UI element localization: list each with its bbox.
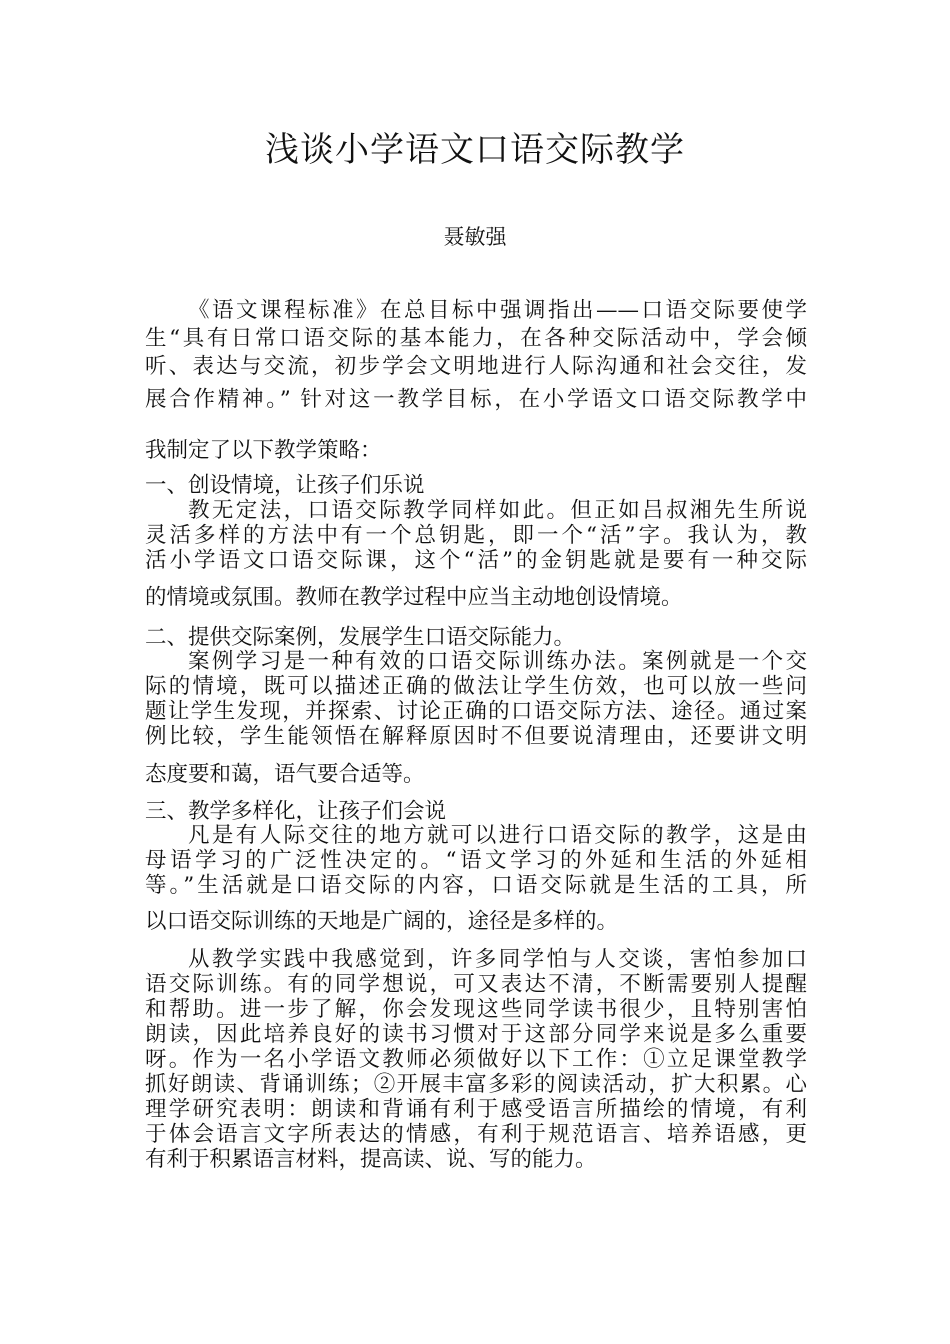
text-line: 际的情境，既可以描述正确的做法让学生仿效，也可以放一些问 [145, 674, 807, 699]
text-line: 生“具有日常口语交际的基本能力，在各种交际活动中，学会倾 [145, 326, 807, 351]
page-title: 浅谈小学语文口语交际教学 [265, 130, 685, 170]
author-name: 聂敏强 [443, 225, 507, 249]
text-line: 有利于积累语言材料，提高读、说、写的能力。 [145, 1147, 597, 1172]
text-line: 活小学语文口语交际课，这个“活”的金钥匙就是要有一种交际 [145, 548, 807, 573]
text-line: 的情境或氛围。教师在教学过程中应当主动地创设情境。 [145, 585, 683, 610]
section-heading: 二、提供交际案例，发展学生口语交际能力。 [145, 625, 576, 650]
text-line: 凡是有人际交往的地方就可以进行口语交际的教学，这是由 [188, 823, 807, 848]
text-line: 态度要和蔼，语气要合适等。 [145, 762, 425, 787]
text-line: 题让学生发现，并探索、讨论正确的口语交际方法、途径。通过案 [145, 699, 807, 724]
text-line: 呀。作为一名小学语文教师必须做好以下工作：①立足课堂教学 [145, 1047, 807, 1072]
text-line: 抓好朗读、背诵训练；②开展丰富多彩的阅读活动，扩大积累。心 [145, 1072, 807, 1097]
section-heading: 三、教学多样化，让孩子们会说 [145, 799, 447, 824]
text-line: 理学研究表明：朗读和背诵有利于感受语言所描绘的情境，有利 [145, 1097, 807, 1122]
text-line: 灵活多样的方法中有一个总钥匙，即一个“活”字。我认为，教 [145, 523, 807, 548]
text-line: 案例学习是一种有效的口语交际训练办法。案例就是一个交 [188, 649, 807, 674]
text-line: 朗读，因此培养良好的读书习惯对于这部分同学来说是多么重要 [145, 1022, 807, 1047]
text-line: 听、表达与交流，初步学会文明地进行人际沟通和社会交往，发 [145, 354, 807, 379]
text-line: 母语学习的广泛性决定的。“语文学习的外延和生活的外延相 [145, 848, 807, 873]
text-line: 以口语交际训练的天地是广阔的，途径是多样的。 [145, 909, 619, 934]
text-line: 和帮助。进一步了解，你会发现这些同学读书很少，且特别害怕 [145, 997, 807, 1022]
section-heading: 一、创设情境，让孩子们乐说 [145, 473, 425, 498]
text-line: 例比较，学生能领悟在解释原因时不但要说清理由，还要讲文明 [145, 724, 807, 749]
text-line: 《语文课程标准》在总目标中强调指出——口语交际要使学 [188, 298, 807, 323]
text-line: 教无定法，口语交际教学同样如此。但正如吕叔湘先生所说 [188, 498, 807, 523]
text-line: 我制定了以下教学策略： [145, 438, 382, 463]
text-line: 等。”生活就是口语交际的内容，口语交际就是生活的工具，所 [145, 873, 807, 898]
text-line: 语交际训练。有的同学想说，可又表达不清，不断需要别人提醒 [145, 972, 807, 997]
text-line: 展合作精神。” 针对这一教学目标，在小学语文口语交际教学中 [145, 387, 807, 412]
text-line: 于体会语言文字所表达的情感，有利于规范语言、培养语感，更 [145, 1122, 807, 1147]
text-line: 从教学实践中我感觉到，许多同学怕与人交谈，害怕参加口 [188, 947, 807, 972]
